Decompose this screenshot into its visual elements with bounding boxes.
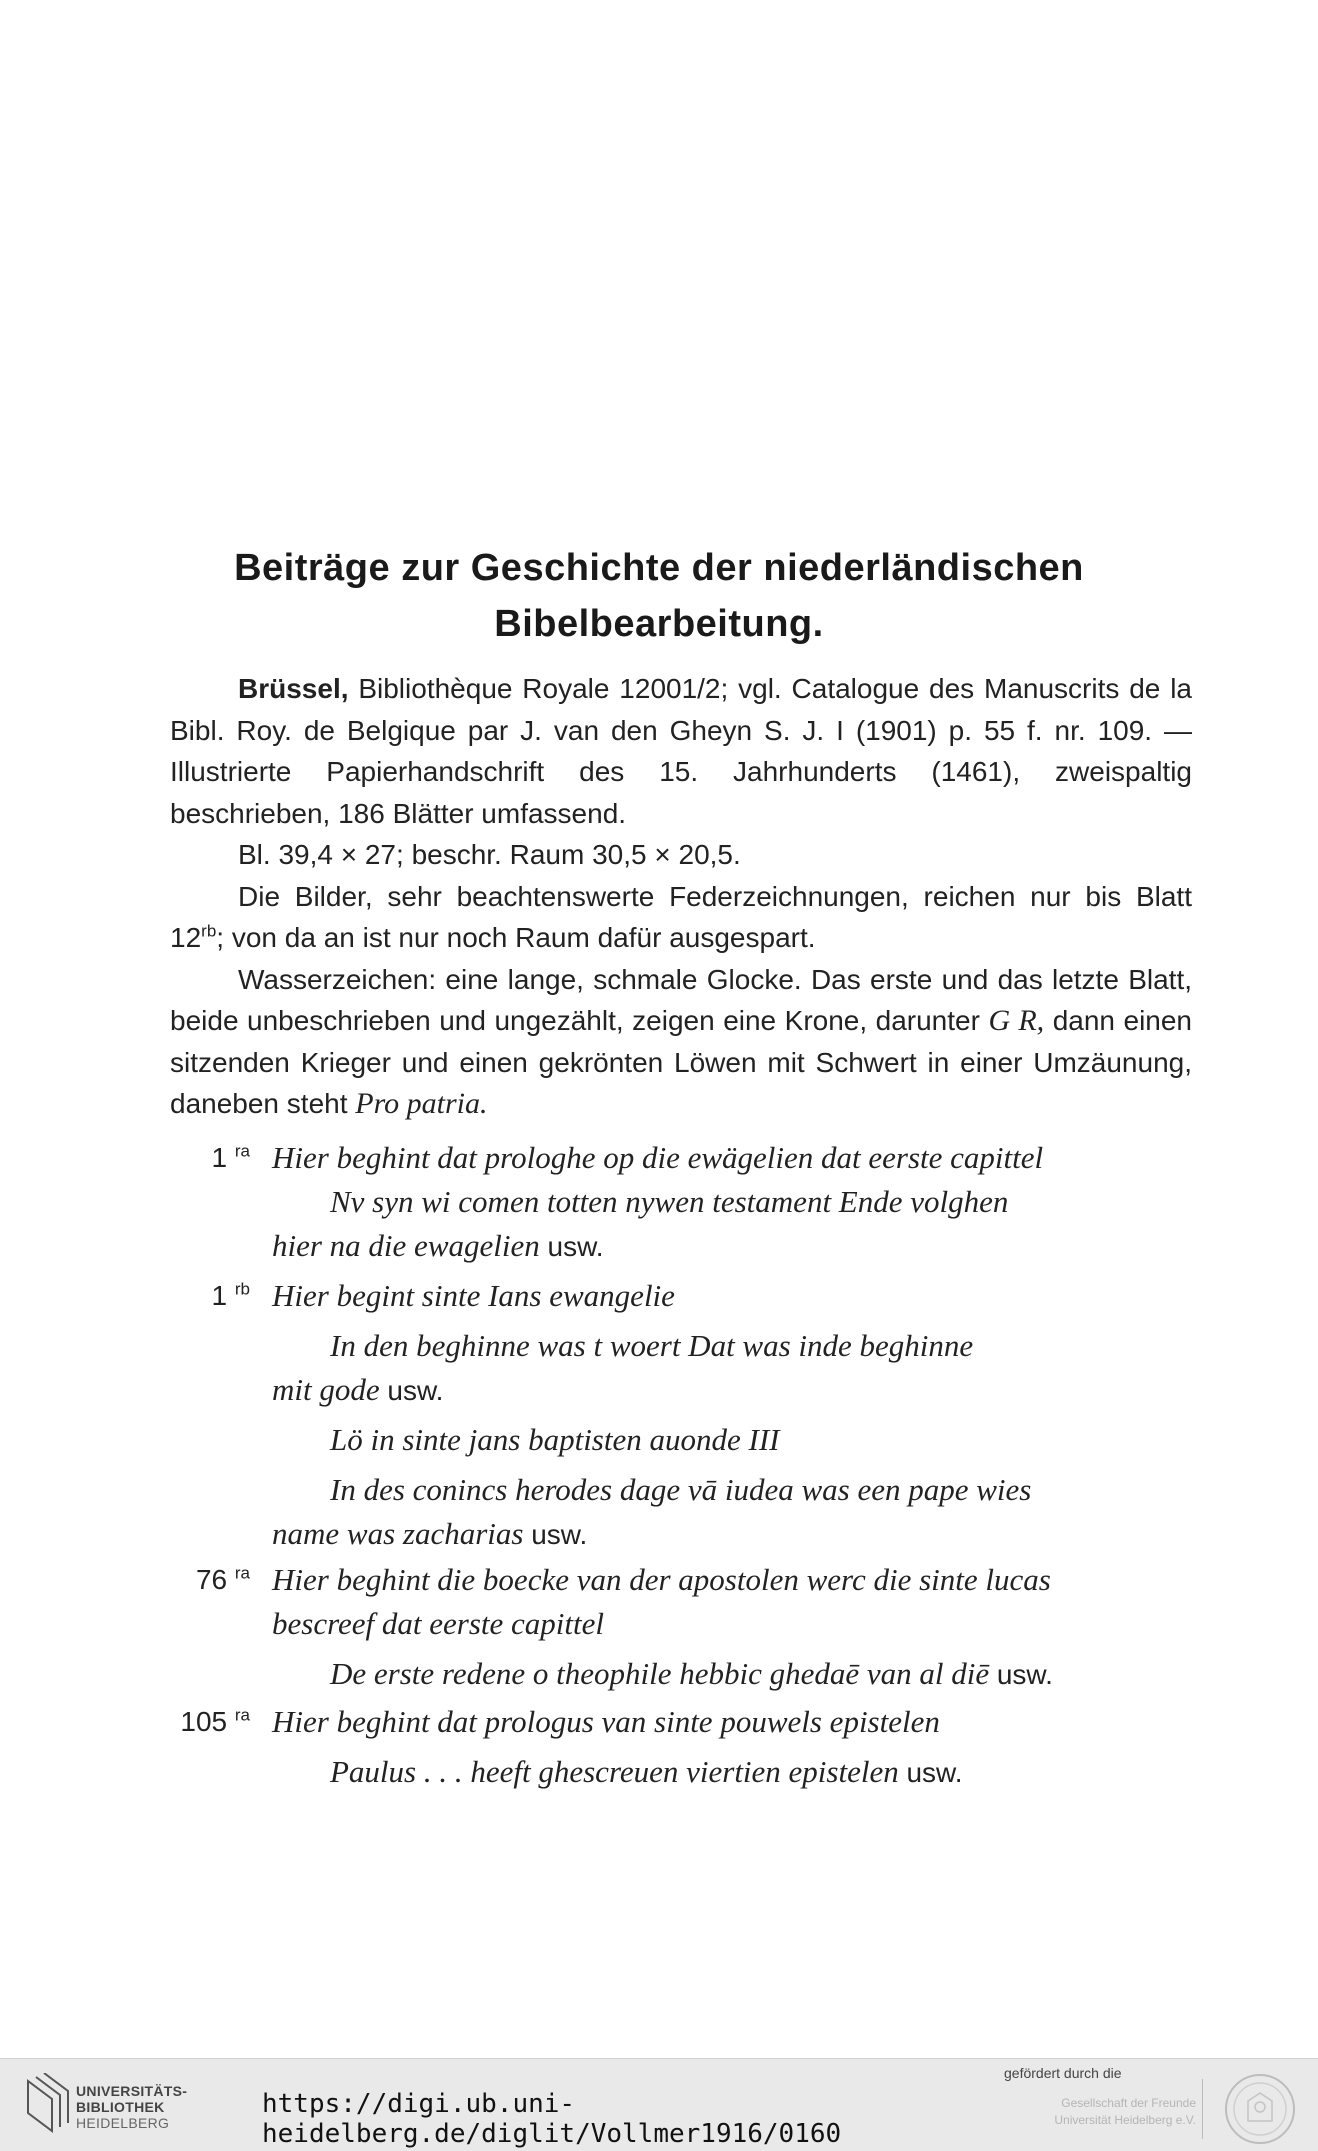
intro-city: Brüssel, xyxy=(238,673,349,704)
folio-side: ra xyxy=(234,1563,250,1583)
folio-side: ra xyxy=(234,1141,250,1161)
entry-line: bescreef dat eerste capittel xyxy=(272,1606,604,1641)
entry-line: In des conincs herodes dage vā iudea was een pape wies xyxy=(330,1472,1032,1507)
intro-paragraph-3-sup: rb xyxy=(201,921,217,941)
entry-line: Hier beghint die boecke van der apostolen werc die sinte lucas xyxy=(272,1562,1051,1597)
intro-paragraph-4-b: dann einen sitzenden Krieger und einen gekrönten Löwen mit Schwert in einer Umzäunung, daneben steht xyxy=(170,1005,1193,1119)
footer-bar xyxy=(0,2058,1318,2151)
entry-line: Hier beghint dat prologus van sinte pouwels epistelen xyxy=(272,1704,940,1739)
usw-label: usw. xyxy=(531,1519,588,1550)
folio-ref xyxy=(150,1706,250,1738)
entry-line: Hier begint sinte Ians ewangelie xyxy=(272,1278,675,1313)
intro-paragraph-3-a: Die Bilder, sehr beachtenswerte Federzeichnungen, reichen nur bis Blatt 12 xyxy=(170,880,1192,953)
intro-paragraph-1 xyxy=(170,668,1192,834)
entry-line-text: De erste redene o theophile hebbic ghedaē van al diē xyxy=(330,1656,990,1691)
library-name-line-3: HEIDELBERG xyxy=(76,2115,170,2131)
entry-line: Hier beghint dat prologhe op die ewägelien dat eerste capittel xyxy=(272,1140,1044,1175)
sponsor-name xyxy=(1046,2095,1196,2129)
folio-ref xyxy=(150,1564,250,1596)
entry-line-text: Paulus . . . heeft ghescreuen viertien epistelen xyxy=(330,1754,899,1789)
page-title-line-2: Bibelbearbeitung. xyxy=(494,603,824,645)
sponsor-label: gefördert durch die xyxy=(1004,2065,1122,2081)
folio-ref xyxy=(150,1280,250,1312)
intro-paragraph-1-text: Bibliothèque Royale 12001/2; vgl. Catalogue des Manuscrits de la Bibl. Roy. de Belgique par J. van den Gheyn S. J. I (1901) p. 55 f. nr. 109. — Illustrierte Papierhandschrift des 15. Jahrhunderts (1461), zweispaltig beschrieben, 186 Blätter umfassend. xyxy=(170,673,1192,829)
entry-line-text: name was zacharias xyxy=(272,1516,524,1551)
entry-line xyxy=(330,1656,1190,1692)
entry-line xyxy=(272,1516,1190,1552)
folio-ref xyxy=(150,1142,250,1174)
intro-text xyxy=(170,668,1192,1125)
intro-paragraph-3-b: ; von da an ist nur noch Raum dafür ausgespart. xyxy=(216,922,816,953)
library-logo-icon xyxy=(18,2073,78,2137)
usw-label: usw. xyxy=(906,1757,963,1788)
entry-line xyxy=(330,1754,1190,1790)
footer-divider xyxy=(1202,2079,1203,2139)
folio-side: rb xyxy=(234,1279,250,1299)
university-seal-icon xyxy=(1212,2071,1308,2147)
entry-line xyxy=(272,1372,1190,1408)
folio-number: 105 xyxy=(180,1706,228,1737)
folio-number: 76 xyxy=(195,1564,228,1595)
library-name-line-2: BIBLIOTHEK xyxy=(76,2099,165,2115)
entry-line: In den beghinne was t woert Dat was inde beghinne xyxy=(330,1328,974,1363)
folio-number: 1 xyxy=(211,1280,228,1311)
entry-line: Nv syn wi comen totten nywen testament Ende volghen xyxy=(330,1184,1009,1219)
entry-line-text: mit gode xyxy=(272,1372,380,1407)
library-name xyxy=(76,2083,187,2131)
library-name-line-1: UNIVERSITÄTS- xyxy=(76,2083,188,2099)
folio-number: 1 xyxy=(211,1142,228,1173)
sponsor-name-line-2: Universität Heidelberg e.V. xyxy=(1054,2113,1196,2127)
entry-line: Lö in sinte jans baptisten auonde III xyxy=(330,1422,780,1457)
permalink-url[interactable]: https://digi.ub.uni-heidelberg.de/diglit/Vollmer1916/0160 xyxy=(262,2089,842,2149)
usw-label: usw. xyxy=(387,1375,444,1406)
usw-label: usw. xyxy=(547,1231,604,1262)
folio-side: ra xyxy=(234,1705,250,1725)
intro-paragraph-4-letters: G R, xyxy=(988,1004,1045,1037)
intro-paragraph-3 xyxy=(170,876,1192,959)
sponsor-name-line-1: Gesellschaft der Freunde xyxy=(1061,2096,1196,2110)
intro-paragraph-4 xyxy=(170,959,1192,1125)
intro-paragraph-2: Bl. 39,4 × 27; beschr. Raum 30,5 × 20,5. xyxy=(238,839,741,870)
intro-paragraph-4-motto: Pro patria. xyxy=(355,1087,488,1120)
page-title-line-1: Beiträge zur Geschichte der niederländischen xyxy=(234,547,1084,589)
intro-paragraph-4-a: Wasserzeichen: eine lange, schmale Glocke. Das erste und das letzte Blatt, beide unbeschrieben und ungezählt, zeigen eine Krone, darunter xyxy=(170,963,1192,1036)
usw-label: usw. xyxy=(996,1659,1053,1690)
entry-line-text: hier na die ewagelien xyxy=(272,1228,540,1263)
entry-line xyxy=(272,1228,1190,1264)
